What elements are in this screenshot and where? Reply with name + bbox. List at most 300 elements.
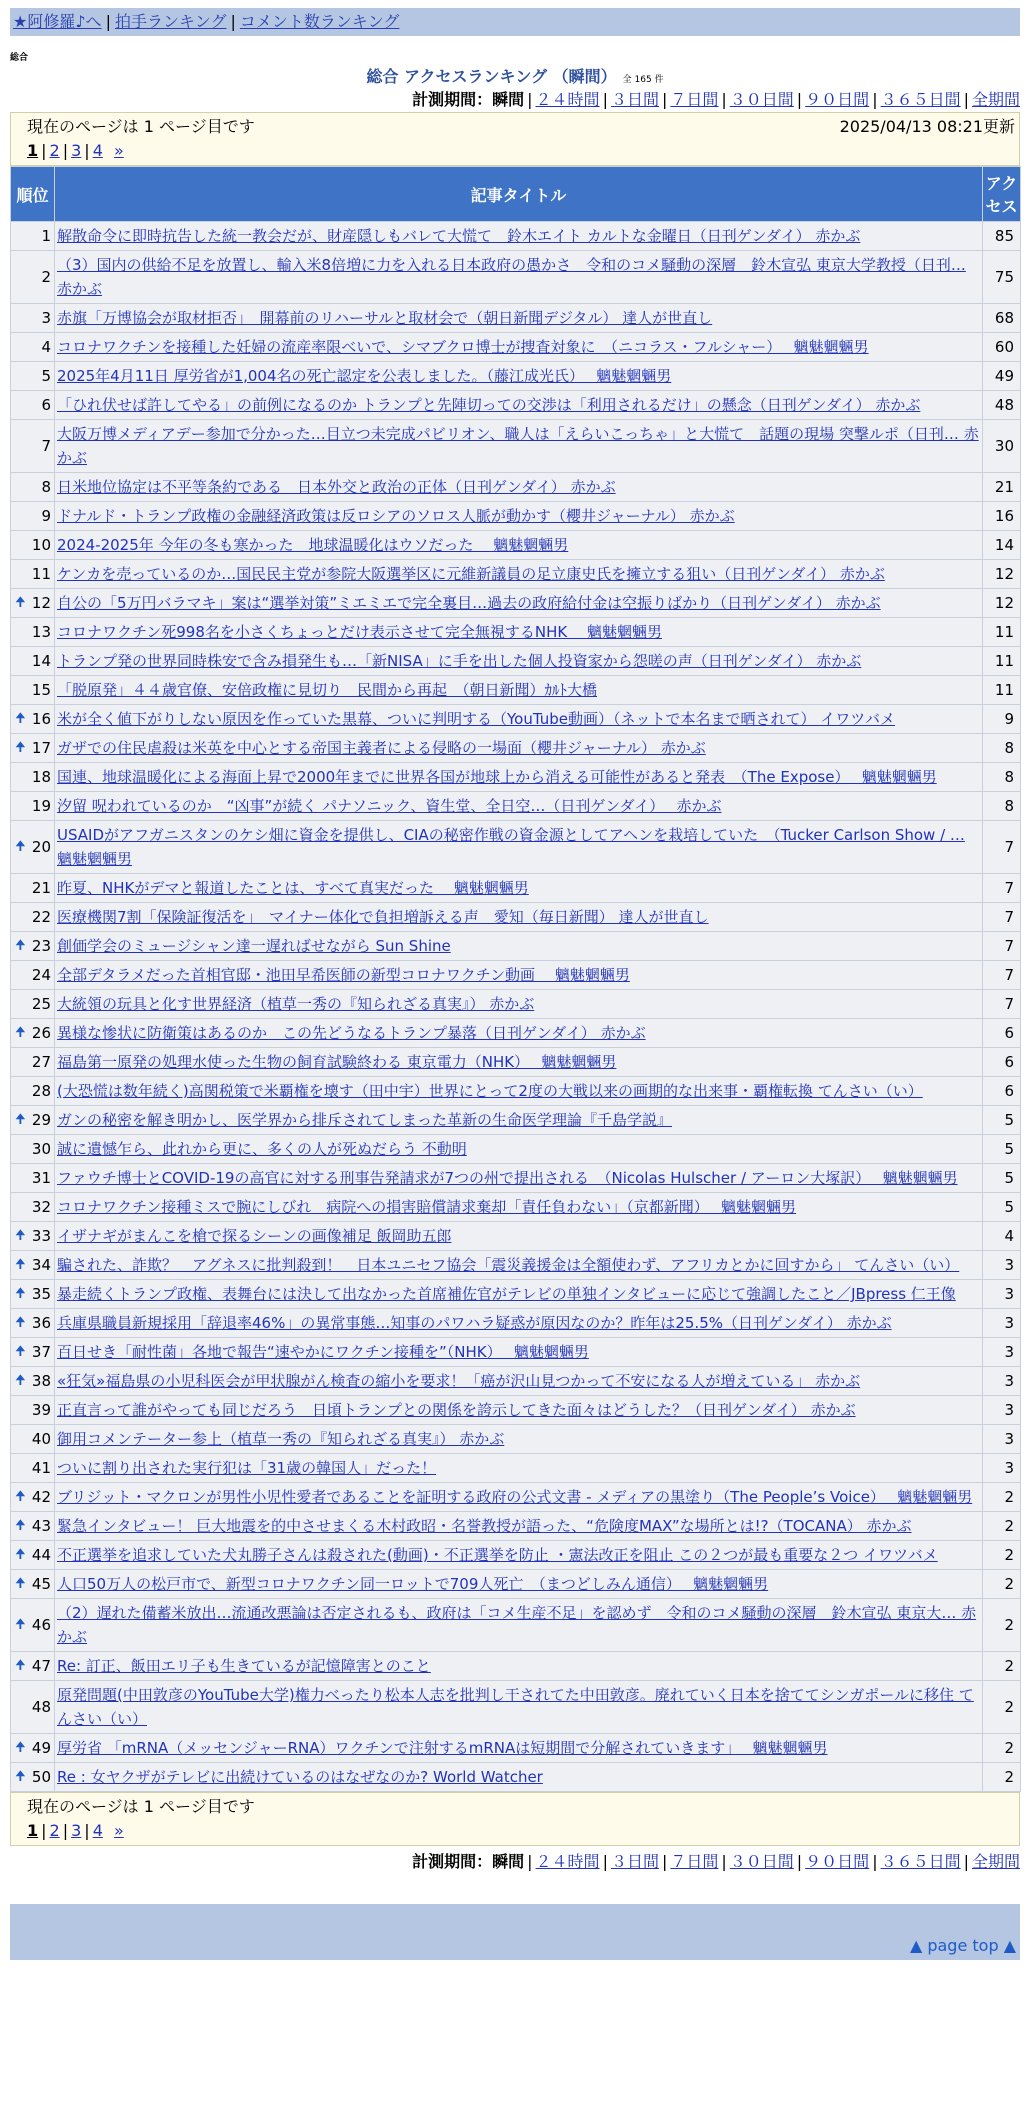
rank-number: 34 bbox=[31, 1256, 51, 1274]
period-option-2[interactable]: ７日間 bbox=[670, 90, 719, 109]
table-row bbox=[11, 1483, 1021, 1512]
period-option-4[interactable]: ９０日間 bbox=[805, 1852, 870, 1871]
rank-number: 49 bbox=[31, 1739, 51, 1757]
access-count: 3 bbox=[983, 1309, 1021, 1338]
page-spacer bbox=[106, 141, 111, 160]
title-cell bbox=[55, 333, 983, 362]
col-title-header: 記事タイトル bbox=[55, 167, 983, 222]
access-count: 3 bbox=[983, 1454, 1021, 1483]
table-row bbox=[11, 1164, 1021, 1193]
table-row bbox=[11, 961, 1021, 990]
article-link[interactable]: 「脱原発」４４歳官僚、安倍政権に見切り 民間から再起 （朝日新聞）ｶﾙﾄ大橋 bbox=[57, 681, 598, 699]
title-cell bbox=[55, 763, 983, 792]
page-status: 現在のページは 1 ページ目です bbox=[27, 117, 255, 136]
article-link[interactable]: USAIDがアフガニスタンのケシ畑に資金を提供し、CIAの秘密作戦の資金源としてアヘンを栽培していた （Tucker Carlson Show / … 魑魅魍魎男 bbox=[57, 826, 965, 868]
table-row bbox=[11, 1425, 1021, 1454]
title-cell bbox=[55, 932, 983, 961]
pager-bottom bbox=[10, 1792, 1020, 1846]
rank-number: 27 bbox=[31, 1053, 51, 1071]
rank-number: 40 bbox=[31, 1430, 51, 1448]
title-cell bbox=[55, 1599, 983, 1652]
up-arrow-icon: 🠉 bbox=[15, 839, 26, 854]
table-row bbox=[11, 251, 1021, 304]
rank-cell bbox=[11, 251, 55, 304]
period-label: 計測期間： bbox=[412, 90, 493, 109]
rank-number: 50 bbox=[31, 1768, 51, 1786]
table-row bbox=[11, 589, 1021, 618]
up-arrow-icon: 🠉 bbox=[15, 1769, 26, 1784]
page-current: 1 bbox=[27, 1821, 39, 1840]
rank-number: 2 bbox=[41, 268, 51, 286]
article-link[interactable]: ファウチ博士とCOVID-19の高官に対する刑事告発請求が7つの州で提出される （Nicolas Hulscher / アーロン大塚訳） 魑魅魍魎男 bbox=[57, 1169, 958, 1187]
article-link[interactable]: 汐留 呪われているのか “凶事”が続く パナソニック、資生堂、全日空…（日刊ゲンダイ） 赤かぶ bbox=[57, 797, 722, 815]
rank-number: 28 bbox=[31, 1082, 51, 1100]
article-link[interactable]: 「ひれ伏せば許してやる」の前例になるのか トランプと先陣切っての交渉は「利用されるだけ」の懸念（日刊ゲンダイ） 赤かぶ bbox=[57, 396, 921, 414]
table-row bbox=[11, 903, 1021, 932]
table-row bbox=[11, 1193, 1021, 1222]
period-option-3[interactable]: ３０日間 bbox=[729, 1852, 794, 1871]
page-separator: | bbox=[84, 141, 90, 160]
article-link[interactable]: コロナワクチン死998名を小さくちょっとだけ表示させて完全無視するNHK 魑魅魍魎男 bbox=[57, 623, 662, 641]
rank-cell bbox=[11, 821, 55, 874]
title-cell bbox=[55, 1512, 983, 1541]
table-row bbox=[11, 990, 1021, 1019]
access-count: 68 bbox=[983, 304, 1021, 333]
rank-cell bbox=[11, 932, 55, 961]
access-count: 12 bbox=[983, 560, 1021, 589]
table-row bbox=[11, 560, 1021, 589]
rank-cell bbox=[11, 990, 55, 1019]
period-option-1[interactable]: ３日間 bbox=[610, 1852, 659, 1871]
table-row bbox=[11, 1019, 1021, 1048]
period-separator: | bbox=[872, 1852, 878, 1871]
article-link[interactable]: 誠に遺憾乍ら、此れから更に、多くの人が死ぬだらう 不動明 bbox=[57, 1140, 467, 1158]
rank-number: 18 bbox=[31, 768, 51, 786]
rank-cell bbox=[11, 647, 55, 676]
period-option-1[interactable]: ３日間 bbox=[610, 90, 659, 109]
page-status-bottom: 現在のページは 1 ページ目です bbox=[27, 1797, 255, 1816]
period-separator: | bbox=[602, 90, 608, 109]
page-top-link[interactable]: ▲ page top ▲ bbox=[909, 1936, 1016, 1955]
access-count: 11 bbox=[983, 676, 1021, 705]
pager-top bbox=[10, 112, 1020, 166]
table-row bbox=[11, 1681, 1021, 1734]
period-separator: | bbox=[661, 90, 668, 109]
page-link-2[interactable]: 2 bbox=[49, 141, 60, 160]
clap-ranking-link[interactable]: 拍手ランキング bbox=[114, 12, 227, 31]
period-option-0[interactable]: ２４時間 bbox=[535, 1852, 600, 1871]
article-link[interactable]: 国連、地球温暖化による海面上昇で2000年までに世界各国が地球上から消える可能性があると発表 （The Expose） 魑魅魍魎男 bbox=[57, 768, 937, 786]
title-cell bbox=[55, 1483, 983, 1512]
access-count: 7 bbox=[983, 990, 1021, 1019]
period-current: 瞬間 bbox=[492, 90, 525, 109]
title-cell bbox=[55, 531, 983, 560]
period-option-0[interactable]: ２４時間 bbox=[535, 90, 600, 109]
title-cell bbox=[55, 903, 983, 932]
rank-cell bbox=[11, 1454, 55, 1483]
nav-separator: | bbox=[230, 12, 236, 31]
title-cell bbox=[55, 792, 983, 821]
title-cell bbox=[55, 1570, 983, 1599]
rank-number: 9 bbox=[41, 507, 51, 525]
article-link[interactable]: (大恐慌は数年続く)高関税策で米覇権を壊す（田中宇）世界にとって2度の大戦以来の画期的な出来事・覇権転換 てんさい（い） bbox=[57, 1082, 923, 1100]
title-cell bbox=[55, 1734, 983, 1763]
rank-cell bbox=[11, 420, 55, 473]
rank-number: 39 bbox=[31, 1401, 51, 1419]
rank-cell bbox=[11, 618, 55, 647]
table-row bbox=[11, 676, 1021, 705]
article-link[interactable]: トランプ発の世界同時株安で含み損発生も…「新NISA」に手を出した個人投資家から怨嗟の声（日刊ゲンダイ） 赤かぶ bbox=[57, 652, 862, 670]
rank-cell bbox=[11, 1106, 55, 1135]
article-link[interactable]: 創価学会のミュージシャン達一遅ればせながら Sun Shine bbox=[57, 937, 451, 955]
rank-number: 43 bbox=[31, 1517, 51, 1535]
table-row bbox=[11, 502, 1021, 531]
article-link[interactable]: ガザでの住民虐殺は米英を中心とする帝国主義者による侵略の一場面（櫻井ジャーナル） 赤かぶ bbox=[57, 739, 706, 757]
title-cell bbox=[55, 304, 983, 333]
rank-number: 25 bbox=[31, 995, 51, 1013]
period-separator: | bbox=[963, 1852, 969, 1871]
table-row bbox=[11, 1251, 1021, 1280]
access-count: 11 bbox=[983, 647, 1021, 676]
rank-cell bbox=[11, 1280, 55, 1309]
rank-number: 44 bbox=[31, 1546, 51, 1564]
table-row bbox=[11, 1077, 1021, 1106]
rank-cell bbox=[11, 502, 55, 531]
access-count: 8 bbox=[983, 734, 1021, 763]
rank-number: 35 bbox=[31, 1285, 51, 1303]
access-count: 2 bbox=[983, 1599, 1021, 1652]
access-count: 6 bbox=[983, 1019, 1021, 1048]
rank-cell bbox=[11, 1367, 55, 1396]
up-arrow-icon: 🠉 bbox=[15, 1373, 26, 1388]
rank-number: 38 bbox=[31, 1372, 51, 1390]
rank-number: 10 bbox=[31, 536, 51, 554]
rank-cell bbox=[11, 1425, 55, 1454]
page-title: 総合 アクセスランキング （瞬間） bbox=[366, 67, 617, 86]
access-count: 6 bbox=[983, 1048, 1021, 1077]
article-link[interactable]: Re : 女ヤクザがテレビに出続けているのはなぜなのか? World Watcher bbox=[57, 1768, 543, 1786]
access-count: 5 bbox=[983, 1135, 1021, 1164]
rank-cell bbox=[11, 961, 55, 990]
rank-cell bbox=[11, 705, 55, 734]
rank-number: 23 bbox=[31, 937, 51, 955]
title-cell bbox=[55, 1541, 983, 1570]
title-cell bbox=[55, 676, 983, 705]
access-count: 2 bbox=[983, 1681, 1021, 1734]
article-link[interactable]: Re: 訂正、飯田エリ子も生きているが記憶障害とのこと bbox=[57, 1657, 431, 1675]
ranking-body bbox=[11, 222, 1021, 1792]
table-row bbox=[11, 1570, 1021, 1599]
rank-cell bbox=[11, 792, 55, 821]
access-count: 8 bbox=[983, 792, 1021, 821]
rank-cell bbox=[11, 362, 55, 391]
table-header-row bbox=[11, 167, 1021, 222]
rank-cell bbox=[11, 473, 55, 502]
article-link[interactable]: 大阪万博メディアデー参加で分かった…目立つ未完成パビリオン、職人は「えらいこっちゃ」と大慌て 話題の現場 突撃ルポ（日刊… 赤かぶ bbox=[57, 425, 979, 467]
title-cell bbox=[55, 1193, 983, 1222]
article-link[interactable]: 原発問題(中田敦彦のYouTube大学)権力べったり松本人志を批判し干されてた中田敦彦。廃れていく日本を捨ててシンガポールに移住 てんさい（い） bbox=[57, 1686, 974, 1728]
access-count: 7 bbox=[983, 903, 1021, 932]
period-option-2[interactable]: ７日間 bbox=[670, 1852, 719, 1871]
page-link-2[interactable]: 2 bbox=[49, 1821, 60, 1840]
table-row bbox=[11, 362, 1021, 391]
article-link[interactable]: 自公の「5万円バラマキ」案は“選挙対策”ミエミエで完全裏目…過去の政府給付金は空振りばかり（日刊ゲンダイ） 赤かぶ bbox=[57, 594, 881, 612]
page-link-3[interactable]: 3 bbox=[71, 141, 82, 160]
period-separator: | bbox=[872, 90, 878, 109]
up-arrow-icon: 🠉 bbox=[15, 1315, 26, 1330]
title-cell bbox=[55, 1106, 983, 1135]
title-cell bbox=[55, 1338, 983, 1367]
access-count: 9 bbox=[983, 705, 1021, 734]
rank-number: 36 bbox=[31, 1314, 51, 1332]
table-row bbox=[11, 1048, 1021, 1077]
table-row bbox=[11, 932, 1021, 961]
article-link[interactable]: 日米地位協定は不平等条約である 日本外交と政治の正体（日刊ゲンダイ） 赤かぶ bbox=[57, 478, 616, 496]
article-link[interactable]: ケンカを売っているのか…国民民主党が参院大阪選挙区に元維新議員の足立康史氏を擁立する狙い（日刊ゲンダイ） 赤かぶ bbox=[57, 565, 885, 583]
access-count: 75 bbox=[983, 251, 1021, 304]
rank-cell bbox=[11, 589, 55, 618]
article-link[interactable]: 医療機関7割「保険証復活を」 マイナー体化で負担増訴える声 愛知（毎日新聞） 達人が世直し bbox=[57, 908, 709, 926]
article-link[interactable]: コロナワクチン接種ミスで腕にしびれ 病院への損害賠償請求棄却「責任負わない」（京都新聞） 魑魅魍魎男 bbox=[57, 1198, 797, 1216]
period-option-5[interactable]: ３６５日間 bbox=[880, 90, 961, 109]
table-row bbox=[11, 1367, 1021, 1396]
table-row bbox=[11, 1652, 1021, 1681]
article-link[interactable]: 赤旗「万博協会が取材拒否」 開幕前のリハーサルと取材会で（朝日新聞デジタル） 達人が世直し bbox=[57, 309, 713, 327]
table-row bbox=[11, 821, 1021, 874]
article-link[interactable]: 2024-2025年 今年の冬も寒かった 地球温暖化はウソだった 魑魅魍魎男 bbox=[57, 536, 569, 554]
up-arrow-icon: 🠉 bbox=[15, 1518, 26, 1533]
period-separator: | bbox=[796, 1852, 803, 1871]
article-link[interactable]: 不正選挙を追求していた犬丸勝子さんは殺された(動画)・不正選挙を防止 ・憲法改正を阻止 この２つが最も重要な２つ イワツバメ bbox=[57, 1546, 938, 1564]
rank-number: 29 bbox=[31, 1111, 51, 1129]
access-count: 7 bbox=[983, 961, 1021, 990]
rank-cell bbox=[11, 903, 55, 932]
article-link[interactable]: 大統領の玩具と化す世界経済（植草一秀の『知られざる真実』） 赤かぶ bbox=[57, 995, 535, 1013]
title-cell bbox=[55, 1681, 983, 1734]
up-arrow-icon: 🠉 bbox=[15, 1576, 26, 1591]
period-selector-top bbox=[0, 88, 1020, 112]
access-count: 60 bbox=[983, 333, 1021, 362]
title-cell bbox=[55, 1425, 983, 1454]
up-arrow-icon: 🠉 bbox=[15, 1025, 26, 1040]
period-options bbox=[524, 1852, 1020, 1871]
table-row bbox=[11, 1763, 1021, 1792]
rank-cell bbox=[11, 676, 55, 705]
period-current: 瞬間 bbox=[492, 1852, 525, 1871]
up-arrow-icon: 🠉 bbox=[15, 740, 26, 755]
period-option-3[interactable]: ３０日間 bbox=[729, 90, 794, 109]
period-separator: | bbox=[963, 90, 969, 109]
period-label: 計測期間： bbox=[412, 1852, 493, 1871]
period-separator: | bbox=[527, 1852, 533, 1871]
page-link-4[interactable]: 4 bbox=[92, 141, 103, 160]
access-count: 30 bbox=[983, 420, 1021, 473]
up-arrow-icon: 🠉 bbox=[15, 595, 26, 610]
access-count: 6 bbox=[983, 1077, 1021, 1106]
article-link[interactable]: （2）遅れた備蓄米放出…流通改悪論は否定されるも、政府は「コメ生産不足」を認めず 令和のコメ騒動の深層 鈴木宣弘 東京大… 赤かぶ bbox=[57, 1604, 977, 1646]
table-row bbox=[11, 420, 1021, 473]
rank-cell bbox=[11, 1077, 55, 1106]
rank-number: 32 bbox=[31, 1198, 51, 1216]
rank-number: 33 bbox=[31, 1227, 51, 1245]
table-row bbox=[11, 1280, 1021, 1309]
access-count: 3 bbox=[983, 1425, 1021, 1454]
rank-number: 22 bbox=[31, 908, 51, 926]
col-rank-header: 順位 bbox=[11, 167, 55, 222]
rank-number: 4 bbox=[41, 338, 51, 356]
access-count: 5 bbox=[983, 1106, 1021, 1135]
rank-cell bbox=[11, 1541, 55, 1570]
access-count: 5 bbox=[983, 1164, 1021, 1193]
title-cell bbox=[55, 1396, 983, 1425]
article-link[interactable]: 解散命令に即時抗告した統一教会だが、財産隠しもバレて大慌て 鈴木エイト カルトな金曜日（日刊ゲンダイ） 赤かぶ bbox=[57, 227, 861, 245]
up-arrow-icon: 🠉 bbox=[15, 1489, 26, 1504]
period-option-6[interactable]: 全期間 bbox=[971, 1852, 1020, 1871]
article-link[interactable]: イザナギがまんこを槍で探るシーンの画像補足 飯岡助五郎 bbox=[57, 1227, 452, 1245]
rank-number: 3 bbox=[41, 309, 51, 327]
table-row bbox=[11, 1106, 1021, 1135]
period-separator: | bbox=[527, 90, 533, 109]
title-cell bbox=[55, 961, 983, 990]
article-link[interactable]: 昨夏、NHKがデマと報道したことは、すべて真実だった 魑魅魍魎男 bbox=[57, 879, 529, 897]
article-link[interactable]: コロナワクチンを接種した妊婦の流産率限べいで、シマブクロ博士が捜査対象に （ニコラス・フルシャー） 魑魅魍魎男 bbox=[57, 338, 869, 356]
rank-number: 19 bbox=[31, 797, 51, 815]
table-row bbox=[11, 763, 1021, 792]
pagetop-bar bbox=[10, 1932, 1020, 1960]
access-count: 2 bbox=[983, 1512, 1021, 1541]
rank-number: 46 bbox=[31, 1616, 51, 1634]
article-link[interactable]: 米が全く値下がりしない原因を作っていた黒幕、ついに判明する（YouTube動画）（ネットで本名まで晒されて） イワツバメ bbox=[57, 710, 895, 728]
page-current: 1 bbox=[27, 141, 39, 160]
up-arrow-icon: 🠉 bbox=[15, 1658, 26, 1673]
up-arrow-icon: 🠉 bbox=[15, 1740, 26, 1755]
rank-cell bbox=[11, 734, 55, 763]
page-next-link[interactable]: » bbox=[113, 1821, 124, 1840]
article-link[interactable]: ガンの秘密を解き明かし、医学界から排斥されてしまった革新の生命医学理論『千島学説』 bbox=[57, 1111, 673, 1129]
rank-number: 8 bbox=[41, 478, 51, 496]
rank-number: 24 bbox=[31, 966, 51, 984]
article-link[interactable]: 百日せき「耐性菌」各地で報告“速やかにワクチン接種を”（NHK） 魑魅魍魎男 bbox=[57, 1343, 589, 1361]
comment-ranking-link[interactable]: コメント数ランキング bbox=[239, 12, 400, 31]
title-cell bbox=[55, 391, 983, 420]
article-link[interactable]: 騙された、詐欺？ アグネスに批判殺到！ 日本ユニセフ協会「震災義援金は全額使わず、アフリカとかに回すから」 てんさい（い） bbox=[57, 1256, 960, 1274]
article-link[interactable]: ブリジット・マクロンが男性小児性愛者であることを証明する政府の公式文書 - メディアの黒塗り（The People’s Voice） 魑魅魍魎男 bbox=[57, 1488, 973, 1506]
rank-number: 7 bbox=[41, 437, 51, 455]
article-link[interactable]: 兵庫県職員新規採用「辞退率46%」の異常事態…知事のパワハラ疑惑が原因なのか？昨年は25.5%（日刊ゲンダイ） 赤かぶ bbox=[57, 1314, 892, 1332]
period-option-6[interactable]: 全期間 bbox=[971, 90, 1020, 109]
period-selector-bottom bbox=[0, 1850, 1020, 1874]
article-link[interactable]: «狂気»福島県の小児科医会が甲状腺がん検査の縮小を要求！「癌が沢山見つかって不安になる人が増えている」 赤かぶ bbox=[57, 1372, 861, 1390]
page-separator: | bbox=[62, 1821, 69, 1840]
title-cell bbox=[55, 821, 983, 874]
table-row bbox=[11, 222, 1021, 251]
access-count: 8 bbox=[983, 763, 1021, 792]
col-access-header: アクセス bbox=[983, 167, 1021, 222]
rank-number: 13 bbox=[31, 623, 51, 641]
access-count: 3 bbox=[983, 1251, 1021, 1280]
article-link[interactable]: （3）国内の供給不足を放置し、輸入米8倍増に力を入れる日本政府の愚かさ 令和のコメ騒動の深層 鈴木宣弘 東京大学教授（日刊… 赤かぶ bbox=[57, 256, 966, 298]
page-links bbox=[27, 139, 1015, 163]
rank-number: 20 bbox=[31, 838, 51, 856]
page-link-3[interactable]: 3 bbox=[71, 1821, 82, 1840]
title-cell bbox=[55, 1367, 983, 1396]
title-cell bbox=[55, 1454, 983, 1483]
access-count: 11 bbox=[983, 618, 1021, 647]
rank-cell bbox=[11, 304, 55, 333]
period-option-5[interactable]: ３６５日間 bbox=[880, 1852, 961, 1871]
rank-number: 31 bbox=[31, 1169, 51, 1187]
footer-bar bbox=[10, 1904, 1020, 1932]
article-link[interactable]: ドナルド・トランプ政権の金融経済政策は反ロシアのソロス人脈が動かす（櫻井ジャーナル） 赤かぶ bbox=[57, 507, 735, 525]
title-cell bbox=[55, 1280, 983, 1309]
up-arrow-icon: 🠉 bbox=[15, 1617, 26, 1632]
article-link[interactable]: 厚労省 「mRNA（メッセンジャーRNA）ワクチンで注射するmRNAは短期間で分解されていきます」 魑魅魍魎男 bbox=[57, 1739, 828, 1757]
table-row bbox=[11, 473, 1021, 502]
table-row bbox=[11, 618, 1021, 647]
access-count: 12 bbox=[983, 589, 1021, 618]
table-row bbox=[11, 792, 1021, 821]
page-separator: | bbox=[41, 141, 47, 160]
rank-cell bbox=[11, 1396, 55, 1425]
access-count: 2 bbox=[983, 1570, 1021, 1599]
page-separator: | bbox=[84, 1821, 90, 1840]
rank-cell bbox=[11, 1048, 55, 1077]
rank-cell bbox=[11, 391, 55, 420]
article-link[interactable]: 福島第一原発の処理水使った生物の飼育試験終わる 東京電力（NHK） 魑魅魍魎男 bbox=[57, 1053, 617, 1071]
rank-cell bbox=[11, 222, 55, 251]
page-next-link[interactable]: » bbox=[113, 141, 124, 160]
article-link[interactable]: 緊急インタビュー！ 巨大地震を的中させまくる木村政昭・名誉教授が語った、“危険度MAX”な場所とは!?（TOCANA） 赤かぶ bbox=[57, 1517, 912, 1535]
up-arrow-icon: 🠉 bbox=[15, 1547, 26, 1562]
rank-cell bbox=[11, 763, 55, 792]
article-link[interactable]: 2025年4月11日 厚労省が1,004名の死亡認定を公表しました。（藤江成光氏） 魑魅魍魎男 bbox=[57, 367, 672, 385]
period-separator: | bbox=[661, 1852, 668, 1871]
period-option-4[interactable]: ９０日間 bbox=[805, 90, 870, 109]
article-link[interactable]: 人口50万人の松戸市で、新型コロナワクチン同一ロットで709人死亡 （まつどしみん通信） 魑魅魍魎男 bbox=[57, 1575, 769, 1593]
article-link[interactable]: 暴走続くトランプ政権、表舞台には決して出なかった首席補佐官がテレビの単独インタビューに応じて強調したこと／JBpress 仁王像 bbox=[57, 1285, 956, 1303]
title-cell bbox=[55, 1309, 983, 1338]
page-spacer bbox=[106, 1821, 111, 1840]
title-cell bbox=[55, 1164, 983, 1193]
title-cell bbox=[55, 1019, 983, 1048]
table-row bbox=[11, 333, 1021, 362]
rank-cell bbox=[11, 1681, 55, 1734]
title-cell bbox=[55, 705, 983, 734]
article-link[interactable]: 正直言って誰がやっても同じだろう 日頃トランプとの関係を誇示してきた面々はどうした？（日刊ゲンダイ） 赤かぶ bbox=[57, 1401, 856, 1419]
rank-number: 26 bbox=[31, 1024, 51, 1042]
rank-number: 1 bbox=[41, 227, 51, 245]
article-link[interactable]: 全部デタラメだった首相官邸・池田早希医師の新型コロナワクチン動画 魑魅魍魎男 bbox=[57, 966, 630, 984]
table-row bbox=[11, 1454, 1021, 1483]
page-separator: | bbox=[62, 141, 69, 160]
table-row bbox=[11, 705, 1021, 734]
title-cell bbox=[55, 618, 983, 647]
rank-cell bbox=[11, 1193, 55, 1222]
rank-number: 48 bbox=[31, 1698, 51, 1716]
home-link[interactable]: ★阿修羅♪へ bbox=[13, 12, 102, 31]
ranking-table bbox=[10, 166, 1021, 1792]
access-count: 7 bbox=[983, 932, 1021, 961]
access-count: 2 bbox=[983, 1652, 1021, 1681]
access-count: 2 bbox=[983, 1734, 1021, 1763]
article-link[interactable]: ついに割り出された実行犯は「31歳の韓国人」だった！ bbox=[57, 1459, 437, 1477]
page-link-4[interactable]: 4 bbox=[92, 1821, 103, 1840]
article-link[interactable]: 御用コメンテーター参上（植草一秀の『知られざる真実』） 赤かぶ bbox=[57, 1430, 505, 1448]
article-link[interactable]: 異様な惨状に防衛策はあるのか この先どうなるトランプ暴落（日刊ゲンダイ） 赤かぶ bbox=[57, 1024, 646, 1042]
up-arrow-icon: 🠉 bbox=[15, 1112, 26, 1127]
rank-cell bbox=[11, 1599, 55, 1652]
title-cell bbox=[55, 1763, 983, 1792]
